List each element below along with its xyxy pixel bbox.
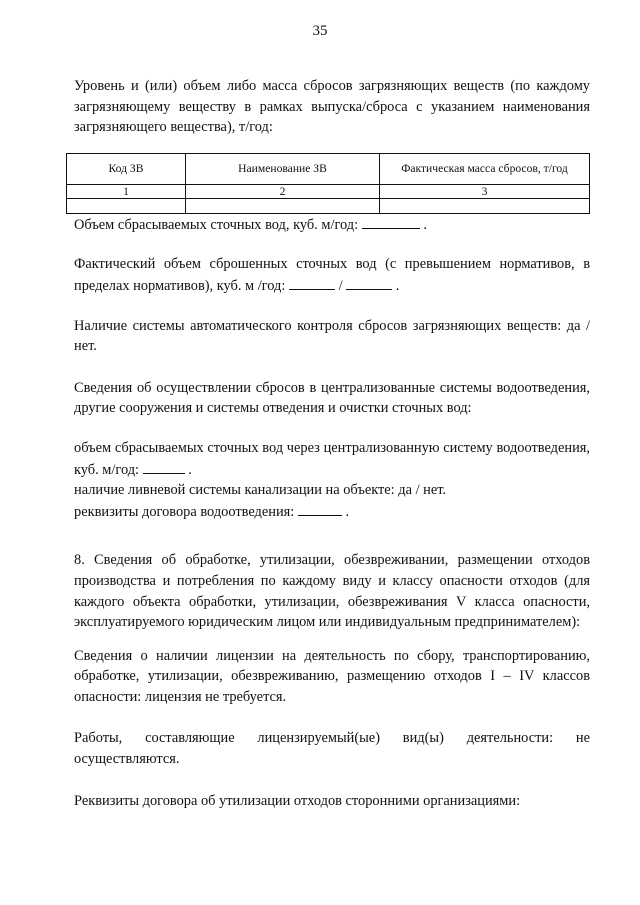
- empty-cell: [380, 198, 590, 213]
- centralized-volume-blank: [143, 459, 185, 474]
- header-pollutant-name: Наименование ЗВ: [186, 153, 380, 184]
- actual-volume-label: Фактический объем сброшенных сточных вод (с превышением нормативов, в пределах нормативов), куб. м /год:: [74, 256, 590, 294]
- license-paragraph: Сведения о наличии лицензии на деятельность по сбору, транспортированию, обработке, утилизации, обезвреживанию, размещению отходов I – IV классов опасности: лицензия не требуется.: [74, 647, 590, 705]
- centralized-discharge-paragraph: Сведения об осуществлении сбросов в централизованные системы водоотведения, другие сооружения и системы отведения и очистки сточных вод:: [74, 379, 590, 417]
- discharge-intro-paragraph: Уровень и (или) объем либо масса сбросов загрязняющих веществ (по каждому загрязняющему веществу в рамках выпуска/сброса с указанием наименования загрязняющего вещества), т/год:: [74, 78, 590, 136]
- pollutants-table-number-row: [67, 184, 590, 198]
- auto-control-paragraph: Наличие системы автоматического контроля сбросов загрязняющих веществ: да / нет.: [74, 317, 590, 355]
- recycling-contract-paragraph: Реквизиты договора об утилизации отходов сторонними организациями:: [74, 792, 521, 809]
- header-pollutant-code: Код ЗВ: [67, 153, 186, 184]
- section-8-paragraph: 8. Сведения об обработке, утилизации, обезвреживании, размещении отходов производства и потребления по каждому виду и классу опасности отходов (для каждого объекта обработки, утилизации, обезвреживания V класса опасности, эксплуатируемого юридическим лицом или индивидуальным предпринимателем):: [74, 552, 590, 631]
- wastewater-volume-blank: [362, 214, 420, 229]
- wastewater-contract-line: реквизиты договора водоотведения: .: [74, 501, 590, 523]
- header-actual-mass: Фактическая масса сбросов, т/год: [380, 153, 590, 184]
- storm-sewer-line: наличие ливневой системы канализации на объекте: да / нет.: [74, 482, 447, 499]
- column-number-1: 1: [67, 184, 186, 198]
- actual-volume-paragraph: Фактический объем сброшенных сточных вод (с превышением нормативов, в пределах нормативов), куб. м /год: / .: [74, 256, 590, 294]
- pollutants-table-header-row: [67, 153, 590, 184]
- page-number: 35: [312, 23, 328, 39]
- pollutants-table: [66, 153, 590, 214]
- empty-cell: [186, 198, 380, 213]
- wastewater-volume-label: Объем сбрасываемых сточных вод, куб. м/год:: [74, 216, 359, 233]
- wastewater-volume-line: Объем сбрасываемых сточных вод, куб. м/год: .: [74, 214, 590, 236]
- actual-volume-within-limit-blank: [346, 275, 392, 290]
- licensed-works-paragraph: Работы, составляющие лицензируемый(ые) вид(ы) деятельности: не осуществляются.: [74, 730, 590, 768]
- centralized-volume-paragraph: объем сбрасываемых сточных вод через централизованную систему водоотведения, куб. м/год: .: [74, 439, 590, 478]
- centralized-volume-label: объем сбрасываемых сточных вод через централизованную систему водоотведения, куб. м/год:: [74, 439, 590, 478]
- column-number-3: 3: [380, 184, 590, 198]
- wastewater-contract-blank: [298, 501, 342, 516]
- actual-volume-over-limit-blank: [289, 275, 335, 290]
- empty-cell: [67, 198, 186, 213]
- column-number-2: 2: [186, 184, 380, 198]
- document-body: [74, 76, 590, 811]
- wastewater-contract-label: реквизиты договора водоотведения:: [74, 503, 295, 520]
- pollutants-table-empty-row: [67, 198, 590, 213]
